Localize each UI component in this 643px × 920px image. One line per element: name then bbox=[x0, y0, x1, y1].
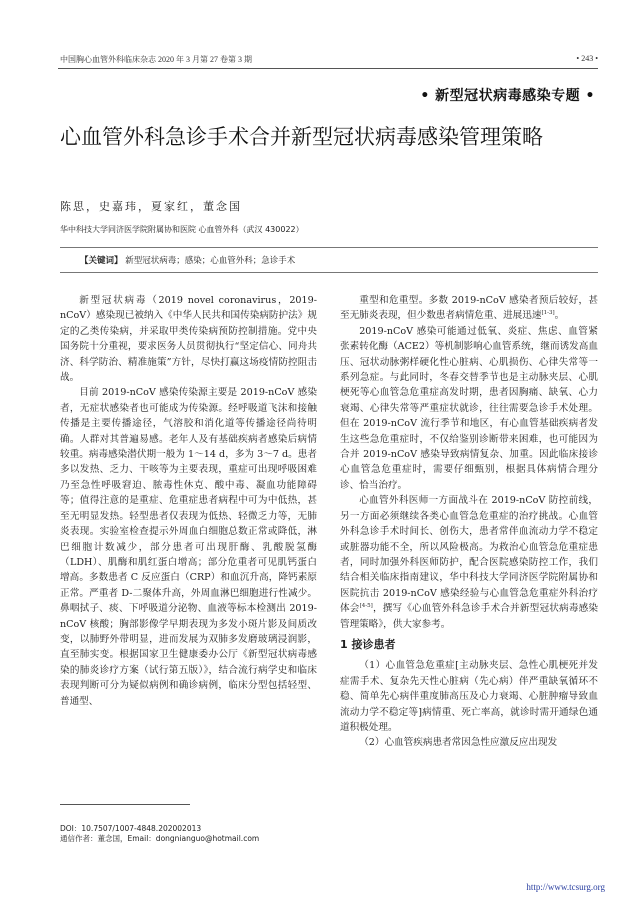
body-paragraph: 新型冠状病毒（2019 novel coronavirus，2019-nCoV）感染现已被纳入《中华人民共和国传染病防护法》规定的乙类传染病，并采取甲类传染病预防控制措施。党中央国务院十分重视，要求医务人员贯彻执行“坚定信心、同舟共济、科学防治、精准施策”方针，尽快打赢这场疫情防控阻击战。 bbox=[60, 295, 317, 384]
body-paragraph: （1）心血管急危重症[主动脉夹层、急性心肌梗死并发症需手术、复杂先天性心脏病（先心病）伴严重缺氧循环不稳、简单先心病伴重度肺高压及心力衰竭、心脏肿瘤导致血流动力学不稳定等]病情重、死亡率高，就诊时需开通绿色通道积极处理。 bbox=[340, 660, 598, 733]
corresponding-author-footnote: 通信作者：董念国，Email：dongnianguo@hotmail.com bbox=[60, 834, 260, 843]
journal-url[interactable]: http://www.tcsurg.org bbox=[526, 882, 605, 892]
keywords-line bbox=[80, 254, 295, 266]
page-number: • 243 • bbox=[576, 54, 598, 63]
header-rule bbox=[58, 68, 598, 69]
footnote-rule bbox=[60, 804, 190, 805]
left-column bbox=[60, 293, 317, 709]
article-authors: 陈思，史嘉玮，夏家红，董念国 bbox=[60, 200, 242, 213]
journal-header: 中国胸心血管外科临床杂志 2020 年 3 月第 27 卷第 3 期 bbox=[60, 55, 252, 64]
body-paragraph: 2019-nCoV 感染可能通过低氧、炎症、焦虑、血管紧张素转化酶（ACE2）等机制影响心血管系统，继而诱发高血压、冠状动脉粥样硬化性心脏病、心肌损伤、心律失常等一系列急症。与此同时，冬春交替季节也是主动脉夹层、心肌梗死等心血管急危重症高发时期，患者因胸痛、缺氧、心力衰竭、心律失常等严重症状就诊，往往需要急诊手术处理。但在 2019-nCoV 流行季节和地区，有心血管基础疾病者发生这些急危重症时，不仅给鉴别诊断带来困难，也可能因为合并 2019-nCoV 感染导致病情复杂、加重。因此临床接诊心血管急危重症时，需要仔细甄别，根据具体病情合理分诊、恰当治疗。 bbox=[340, 325, 598, 491]
keywords-box bbox=[60, 247, 598, 273]
body-paragraph: 重型和危重型。多数 2019-nCoV 感染者预后较好，甚至无肺炎表现，但少数患者病情危重、进展迅速[1-3]。 bbox=[340, 295, 598, 322]
article-affiliation: 华中科技大学同济医学院附属协和医院 心血管外科（武汉 430022） bbox=[60, 225, 304, 234]
reference-citation: [1-3] bbox=[541, 310, 555, 317]
reference-citation: [4-5] bbox=[359, 602, 373, 609]
body-paragraph: 目前 2019-nCoV 感染传染源主要是 2019-nCoV 感染者，无症状感染者也可能成为传染源。经呼吸道飞沫和接触传播是主要传播途径，气溶胶和消化道等传播途径尚待明确。人群对其普遍易感。老年人及有基础疾病者感染后病情较重。病毒感染潜伏期一般为 1～14 d，多为 3～7 d。患者多以发热、乏力、干咳等为主要表现，重症可出现呼吸困难乃至急性呼吸窘迫、脓毒性休克、酸中毒、凝血功能障碍等；值得注意的是重症、危重症患者病程中可为中低热，甚至无明显发热。轻型患者仅表现为低热、轻微乏力等，无肺炎表现。实验室检查提示外周血白细胞总数正常或降低，淋巴细胞计数减少，部分患者可出现肝酶、乳酸脱氢酶（LDH）、肌酶和肌红蛋白增高；部分危重者可见肌钙蛋白增高。多数患者 C 反应蛋白（CRP）和血沉升高，降钙素原正常。严重者 D-二聚体升高，外周血淋巴细胞进行性减少。鼻咽拭子、痰、下呼吸道分泌物、血液等标本检测出 2019-nCoV 核酸；胸部影像学早期表现为多发小斑片影及间质改变，以肺野外带明显，进而发展为双肺多发磨玻璃浸润影，直至肺实变。根据国家卫生健康委办公厅《新型冠状病毒感染的肺炎诊疗方案（试行第五版）》，结合流行病学史和临床表现判断可分为疑似病例和确诊病例，临床分型包括轻型、普通型、 bbox=[60, 387, 317, 707]
section-heading: 1 接诊患者 bbox=[340, 637, 396, 651]
body-paragraph: 心血管外科医师一方面战斗在 2019-nCoV 防控前线，另一方面必须继续各类心血管急危重症的治疗挑战。心血管外科急诊手术时间长、创伤大，患者常伴血流动力学不稳定或脏器功能不全，所以风险极高。为救治心血管急危重症患者，同时加强外科医师防护，配合医院感染防控工作，我们结合相关临床指南建议，华中科技大学同济医学院附属协和医院抗击 2019-nCoV 感染经验与心血管急危重症外科治疗体会[4-5]，撰写《心血管外科急诊手术合并新型冠状病毒感染管理策略》，供大家参考。 bbox=[340, 495, 599, 630]
article-title: 心血管外科急诊手术合并新型冠状病毒感染管理策略 bbox=[60, 125, 543, 149]
keywords-text: 新型冠状病毒；感染；心血管外科；急诊手术 bbox=[125, 256, 296, 266]
keywords-label: 【关键词】 bbox=[80, 256, 123, 266]
right-column bbox=[340, 293, 598, 751]
column-label: • 新型冠状病毒感染专题 • bbox=[420, 88, 595, 104]
doi-footnote: DOI：10.7507/1007-4848.202002013 bbox=[60, 824, 202, 833]
body-paragraph: （2）心血管疾病患者常因急性应激反应出现发 bbox=[359, 737, 558, 749]
